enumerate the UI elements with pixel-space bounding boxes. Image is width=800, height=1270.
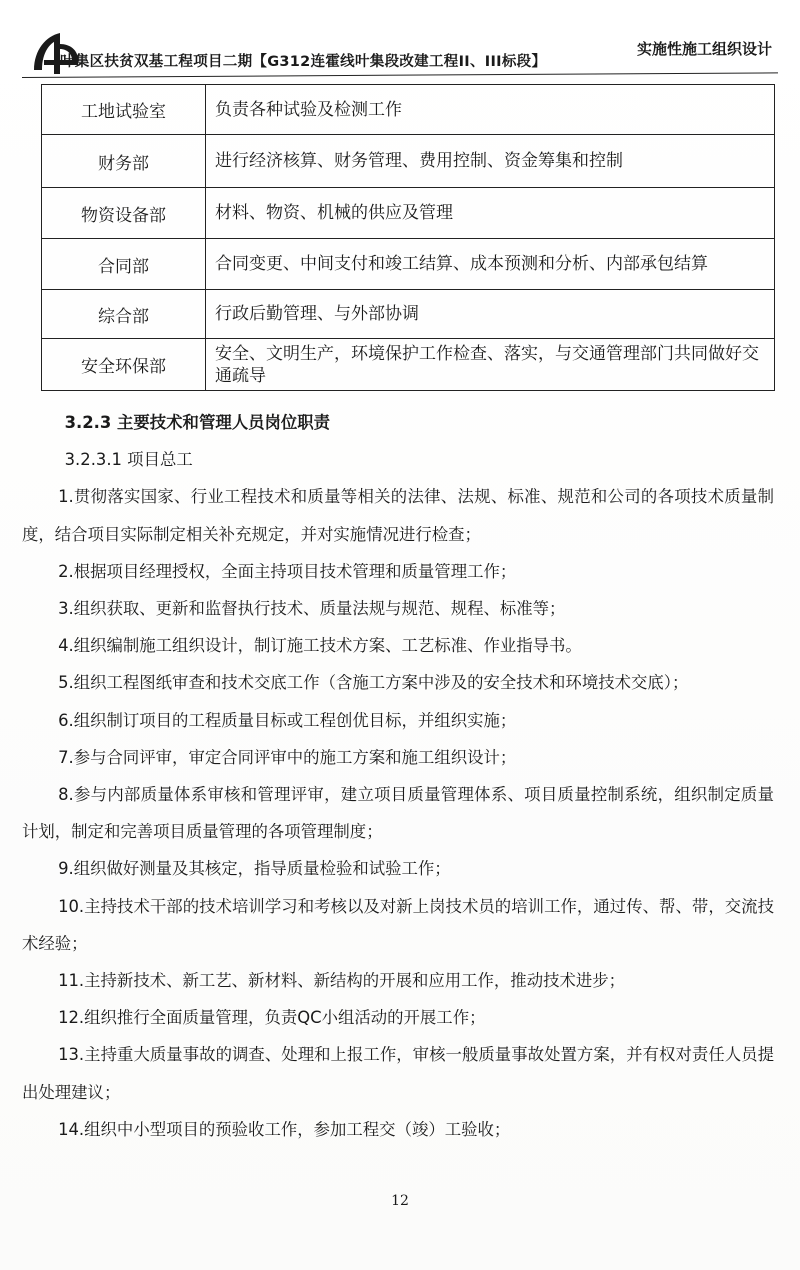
list-item: 11.主持新技术、新工艺、新材料、新结构的开展和应用工作，推动技术进步；: [58, 971, 626, 991]
department-cell: 财务部: [42, 135, 206, 188]
page-header: [22, 22, 778, 80]
list-item: 4.组织编制施工组织设计，制订施工技术方案、工艺标准、作业指导书。: [58, 636, 582, 656]
table-row: [42, 85, 775, 135]
list-item: 9.组织做好测量及其核定，指导质量检验和试验工作；: [58, 859, 451, 879]
list-item: 1.贯彻落实国家、行业工程技术和质量等相关的法律、法规、标准、规范和公司的各项技术质量制度，结合项目实际制定相关补充规定，并对实施情况进行检查；: [22, 487, 774, 544]
department-cell: 物资设备部: [42, 188, 206, 239]
project-title: 叶集区扶贫双基工程项目二期【G312连霍线叶集段改建工程II、III标段】: [60, 54, 547, 70]
duty-cell: 进行经济核算、财务管理、费用控制、资金筹集和控制: [206, 135, 775, 188]
section-heading: 3.2.3 主要技术和管理人员岗位职责: [64, 413, 331, 432]
list-item: 12.组织推行全面质量管理，负责QC小组活动的开展工作；: [58, 1008, 486, 1028]
table-row: [42, 239, 775, 290]
list-item: 10.主持技术干部的技术培训学习和考核以及对新上岗技术员的培训工作，通过传、帮、带，交流技术经验；: [22, 896, 774, 953]
list-item: 6.组织制订项目的工程质量目标或工程创优目标，并组织实施；: [58, 710, 517, 730]
list-item: 14.组织中小型项目的预验收工作，参加工程交（竣）工验收；: [58, 1119, 511, 1139]
department-cell: 安全环保部: [42, 339, 206, 391]
table-row: [42, 188, 775, 239]
list-item: 8.参与内部质量体系审核和管理评审，建立项目质量管理体系、项目质量控制系统，组织制定质量计划，制定和完善项目质量管理的各项管理制度；: [22, 785, 774, 842]
list-item: 13.主持重大质量事故的调查、处理和上报工作，审核一般质量事故处置方案，并有权对责任人员提出处理建议；: [22, 1045, 774, 1102]
list-item: 7.参与合同评审，审定合同评审中的施工方案和施工组织设计；: [58, 747, 517, 767]
document-type: 实施性施工组织设计: [636, 40, 772, 58]
duty-cell: 安全、文明生产，环境保护工作检查、落实，与交通管理部门共同做好交通疏导: [206, 339, 775, 391]
header-divider: [22, 72, 778, 78]
department-cell: 合同部: [42, 239, 206, 290]
list-item: 3.组织获取、更新和监督执行技术、质量法规与规范、规程、标准等；: [58, 599, 566, 619]
duty-cell: 材料、物资、机械的供应及管理: [206, 188, 775, 239]
department-cell: 综合部: [42, 290, 206, 339]
section-body: [22, 404, 774, 1148]
duty-cell: 行政后勤管理、与外部协调: [206, 290, 775, 339]
list-item: 2.根据项目经理授权，全面主持项目技术管理和质量管理工作；: [58, 561, 517, 581]
duty-cell: 合同变更、中间支付和竣工结算、成本预测和分析、内部承包结算: [206, 239, 775, 290]
table-row: [42, 290, 775, 339]
department-duty-table: [41, 84, 775, 391]
duty-cell: 负责各种试验及检测工作: [206, 85, 775, 135]
department-cell: 工地试验室: [42, 85, 206, 135]
table-row: [42, 135, 775, 188]
subsection-heading: 3.2.3.1 项目总工: [64, 450, 193, 470]
list-item: 5.组织工程图纸审查和技术交底工作（含施工方案中涉及的安全技术和环境技术交底）；: [58, 673, 689, 693]
page-number: 12: [391, 1193, 409, 1209]
table-row: [42, 339, 775, 391]
